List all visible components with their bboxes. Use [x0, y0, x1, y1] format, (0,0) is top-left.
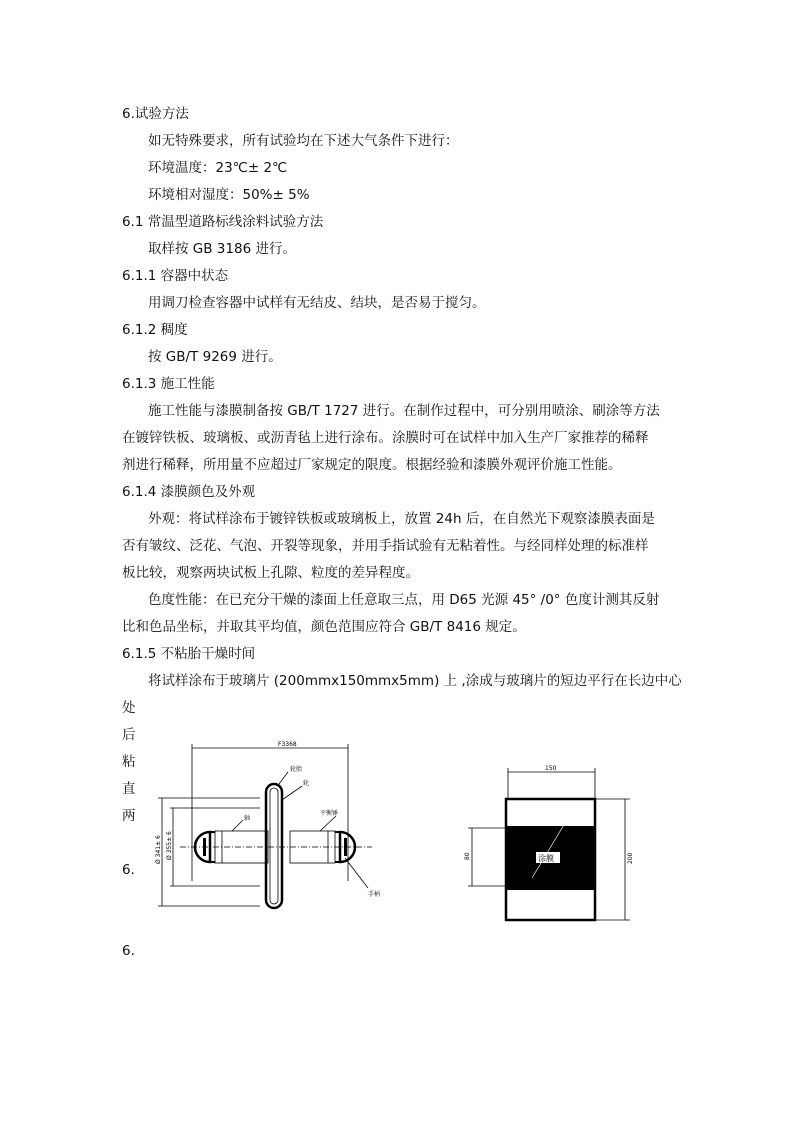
paragraph: 施工性能与漆膜制备按 GB/T 1727 进行。在制作过程中，可分别用喷涂、刷涂等方法	[148, 403, 660, 419]
paragraph: 用调刀检查容器中试样有无结皮、结块，是否易于搅匀。	[148, 295, 486, 311]
paragraph: 板比较，观察两块试板上孔隙、粒度的差异程度。	[122, 565, 419, 581]
column-char: 直	[122, 781, 136, 797]
wheel-apparatus-diagram	[140, 736, 390, 918]
column-char: 粘	[122, 754, 136, 770]
column-char: 处	[122, 700, 136, 716]
section-heading: 6.1.1 容器中状态	[122, 268, 229, 284]
column-char: 两	[122, 808, 136, 824]
section-heading: 6.试验方法	[122, 106, 189, 122]
paragraph: 取样按 GB 3186 进行。	[148, 241, 296, 257]
label-handle: 手柄	[368, 891, 381, 898]
section-heading: 6.1.2 稠度	[122, 322, 188, 338]
section-heading: 6.1 常温型道路标线涂料试验方法	[122, 214, 324, 230]
section-number: 6.	[122, 943, 135, 959]
glass-plate-diagram	[460, 760, 640, 930]
dim-outer-label: Ø 341± 6	[155, 835, 162, 864]
paragraph: 比和色品坐标，并取其平均值，颜色范围应符合 GB/T 8416 规定。	[122, 619, 526, 635]
dim-height-label: 200	[627, 852, 634, 864]
section-number: 6.	[122, 862, 135, 878]
dim-inner-label: Ø 355± 6	[166, 831, 173, 860]
section-heading: 6.1.3 施工性能	[122, 376, 215, 392]
dim-top-label: F3368	[278, 741, 297, 748]
paragraph: 否有皱纹、泛花、气泡、开裂等现象，并用手指试验有无粘着性。与经同样处理的标准样	[122, 538, 649, 554]
paragraph: 将试样涂布于玻璃片 (200mmx150mmx5mm) 上 ,涂成与玻璃片的短边平行在长边中心	[148, 673, 682, 689]
label-lunzhou: 轮胎	[290, 766, 303, 773]
paragraph: 按 GB/T 9269 进行。	[148, 349, 282, 365]
column-char: 后	[122, 727, 136, 743]
paragraph: 外观：将试样涂布于镀锌铁板或玻璃板上，放置 24h 后，在自然光下观察漆膜表面是	[148, 511, 655, 527]
paragraph: 剂进行稀释，所用量不应超过厂家规定的限度。根据经验和漆膜外观评价施工性能。	[122, 457, 622, 473]
paragraph: 色度性能：在已充分干燥的漆面上任意取三点，用 D65 光源 45° /0° 色度计测其反射	[148, 592, 660, 608]
paragraph: 环境温度：23℃± 2℃	[148, 160, 288, 176]
section-heading: 6.1.4 漆膜颜色及外观	[122, 484, 256, 500]
paragraph: 如无特殊要求，所有试验均在下述大气条件下进行：	[148, 133, 459, 149]
film-label: 涂膜	[538, 854, 554, 863]
label-zhou: 轴	[244, 815, 251, 822]
label-lun: 轮	[303, 780, 310, 787]
dim-film-label: 80	[464, 852, 471, 860]
label-balance-weight: 平衡锤	[320, 810, 339, 817]
paragraph: 在镀锌铁板、玻璃板、或沥青毡上进行涂布。涂膜时可在试样中加入生产厂家推荐的稀释	[122, 430, 649, 446]
section-heading: 6.1.5 不粘胎干燥时间	[122, 646, 256, 662]
paragraph: 环境相对湿度：50%± 5%	[148, 187, 310, 203]
dim-width-label: 150	[545, 765, 557, 772]
